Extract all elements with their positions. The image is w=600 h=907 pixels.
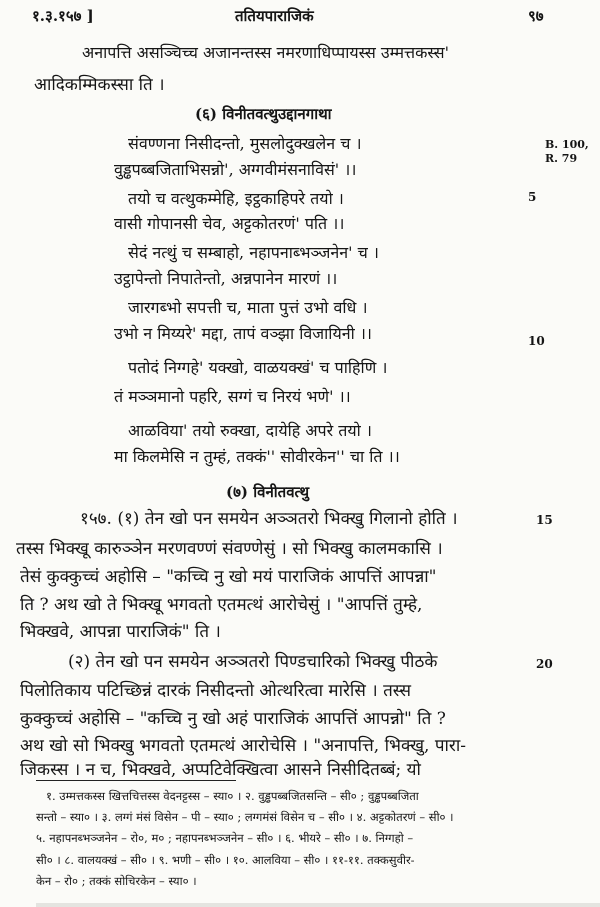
verse-line: संवण्णना निसीदन्तो, मुसलोदुक्खलेन च । [128, 134, 362, 153]
verse-line: उभो न मिय्यरे' मद्दा, तापं वञ्झा विजायिनी ।। [114, 324, 372, 343]
footnote-line: सन्तो – स्या० । ३. लग्गं मंसं विसेन – पी – स्या० ; लग्गमंसं विसेन च – सी० । ४. अट्टकोतरणं – सी० । [36, 810, 454, 824]
footnote-line: केन – रो० ; तक्कं सोचिरकेन – स्या० । [36, 874, 197, 888]
prose-line: (२) तेन खो पन समयेन अञ्ञतरो पिण्डचारिको भिक्खु पीठके [68, 652, 438, 672]
verse-line: मा किलमेसि न तुम्हं, तक्कं'' सोवीरकेन'' चा ति ।। [114, 447, 400, 466]
section-heading-7: (७) विनीतवत्थु [226, 483, 310, 501]
section-heading-6: (६) विनीतवत्थुउद्दानगाथा [195, 105, 332, 123]
prose-line: १५७. (१) तेन खो पन समयेन अञ्ञतरो भिक्खु गिलानो होति । [80, 509, 458, 529]
footnote-line: सी० । ८. वालयक्खं – सी० । ९. भणी – सी० । १०. आलविया – सी० । ११-११. तक्कसुवीर- [36, 853, 415, 867]
footnote-line: ५. नहापनब्भञ्जनेन – रो०, म० ; नहापनब्भञ्जनेन – सी० । ६. भीयरे – सी० । ७. निग्गहो – [36, 831, 414, 845]
prose-line: भिक्खवे, आपन्ना पाराजिकं" ति । [20, 622, 221, 642]
prose-line: पिलोतिकाय पटिच्छिन्नं दारकं निसीदन्तो ओत्थरित्वा मारेसि । तस्स [20, 681, 412, 701]
footnote-divider [36, 780, 236, 781]
verse-line: आळविया' तयो रुक्खा, दायेहि अपरे तयो । [128, 421, 372, 440]
header-title: ततियपाराजिकं [235, 7, 314, 25]
margin-reference-r: R. 79 [545, 152, 578, 165]
line-number-15: 15 [536, 513, 553, 527]
verse-line: तं मञ्ञमानो पहरि, सग्गं च निरयं भणे' ।। [114, 387, 351, 406]
prose-line: तेसं कुक्कुच्चं अहोसि – "कच्चि नु खो मयं पाराजिकं आपत्तिं आपन्ना" [20, 567, 437, 587]
footnote-line: १. उम्मत्तकस्स खित्तचित्तस्स वेदनट्टस्स – स्या० । २. वुड्ढपब्बजितसन्ति – सी० ; वुड्ढपब्बजिता [46, 789, 419, 803]
prose-line: जिकस्स । न च, भिक्खवे, अप्पटिवेक्खित्वा आसने निसीदितब्बं; यो [20, 760, 421, 780]
prose-line: अथ खो सो भिक्खु भगवतो एतमत्थं आरोचेसि । "अनापत्ति, भिक्खु, पारा- [20, 736, 466, 756]
prose-line: ति ? अथ खो ते भिक्खू भगवतो एतमत्थं आरोचेसुं । "आपत्तिं तुम्हे, [20, 595, 423, 615]
header-page-number: ९७ [528, 7, 544, 25]
prose-line: कुक्कुच्चं अहोसि – "कच्चि नु खो अहं पाराजिकं आपत्तिं आपन्नो" ति ? [20, 709, 446, 729]
verse-line: तयो च वत्थुकम्मेहि, इट्ठकाहिपरे तयो । [128, 189, 344, 208]
intro-line-2: आदिकम्मिकस्सा ति । [34, 75, 165, 95]
page-bottom-edge [36, 903, 600, 907]
header-section-number: १.३.१५७ ] [32, 7, 94, 25]
verse-line: पतोदं निग्गहे' यक्खो, वाळयक्खं' च पाहिणि । [128, 358, 388, 377]
line-number-20: 20 [536, 657, 553, 671]
verse-line: वासी गोपानसी चेव, अट्टकोतरणं' पति ।। [114, 214, 345, 233]
verse-line: वुड्ढपब्बजिताभिसन्नो', अग्गवीमंसनाविसं' ।। [114, 160, 357, 179]
line-number-5: 5 [528, 190, 537, 204]
prose-line: तस्स भिक्खू कारुञ्ञेन मरणवण्णं संवण्णेसुं । सो भिक्खु कालमकासि । [16, 539, 443, 559]
verse-line: सेदं नत्थुं च सम्बाहो, नहापनाब्भञ्जनेन' च । [128, 243, 379, 262]
verse-line: उट्ठापेन्तो निपातेन्तो, अन्नपानेन मारणं ।। [114, 269, 338, 288]
line-number-10: 10 [528, 334, 545, 348]
verse-line: जारगब्भो सपत्ती च, माता पुत्तं उभो वधि । [128, 298, 368, 317]
margin-reference-b: B. 100, [545, 138, 589, 151]
intro-line-1: अनापत्ति असञ्चिच्च अजानन्तस्स नमरणाधिप्पायस्स उम्मत्तकस्स' [82, 43, 449, 62]
